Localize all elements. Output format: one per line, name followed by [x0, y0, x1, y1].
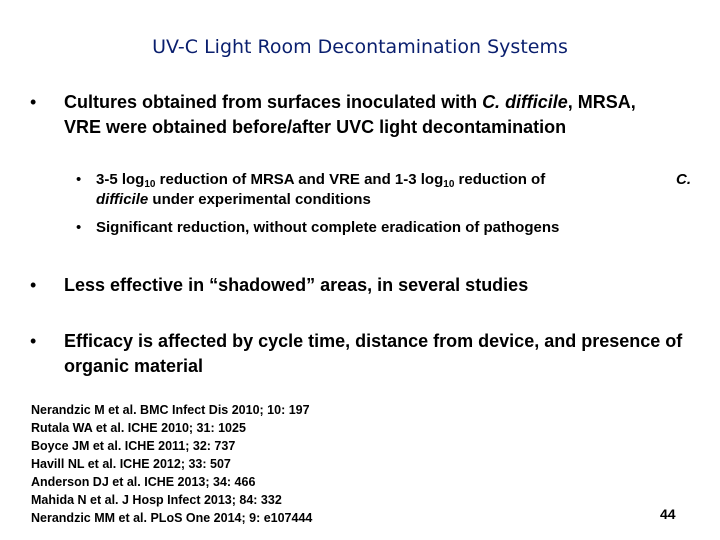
- subbullet-marker: •: [76, 171, 82, 188]
- bullet-cultures-text: Cultures obtained from surfaces inoculated with C. difficile, MRSA, VRE were obtained before/after UVC light decontamination: [64, 92, 636, 137]
- subbullet-significant-text: Significant reduction, without complete eradication of pathogens: [96, 219, 560, 236]
- subbullet-log-reduction-text: 3-5 $\log_{10}$ reduction of MRSA and VRE and 1-3 $\log_{10}$ reduction of difficile under experimental conditions: [96, 171, 546, 208]
- references-list: [31, 401, 312, 527]
- slide-title: UV-C Light Room Decontamination Systems: [152, 36, 568, 58]
- bullet-marker: •: [30, 275, 37, 295]
- reference-item: Havill NL et al. ICHE 2012; 33: 507: [31, 457, 231, 471]
- subbullet-c-end: C.: [676, 171, 691, 188]
- page-number: 44: [660, 506, 676, 522]
- bullet-efficacy-text: Efficacy is affected by cycle time, distance from device, and presence of organic material: [64, 331, 683, 376]
- reference-item: Anderson DJ et al. ICHE 2013; 34: 466: [31, 475, 256, 489]
- bullet-marker: •: [30, 92, 37, 112]
- bullet-marker: •: [30, 331, 37, 351]
- reference-item: Nerandzic M et al. BMC Infect Dis 2010; 10: 197: [31, 403, 310, 417]
- reference-item: Rutala WA et al. ICHE 2010; 31: 1025: [31, 421, 246, 435]
- subbullet-marker: •: [76, 219, 82, 236]
- reference-item: Boyce JM et al. ICHE 2011; 32: 737: [31, 439, 236, 453]
- reference-item: Mahida N et al. J Hosp Infect 2013; 84: 332: [31, 493, 282, 507]
- bullet-shadowed-text: Less effective in “shadowed” areas, in several studies: [64, 275, 529, 295]
- reference-item: Nerandzic MM et al. PLoS One 2014; 9: e107444: [31, 511, 313, 525]
